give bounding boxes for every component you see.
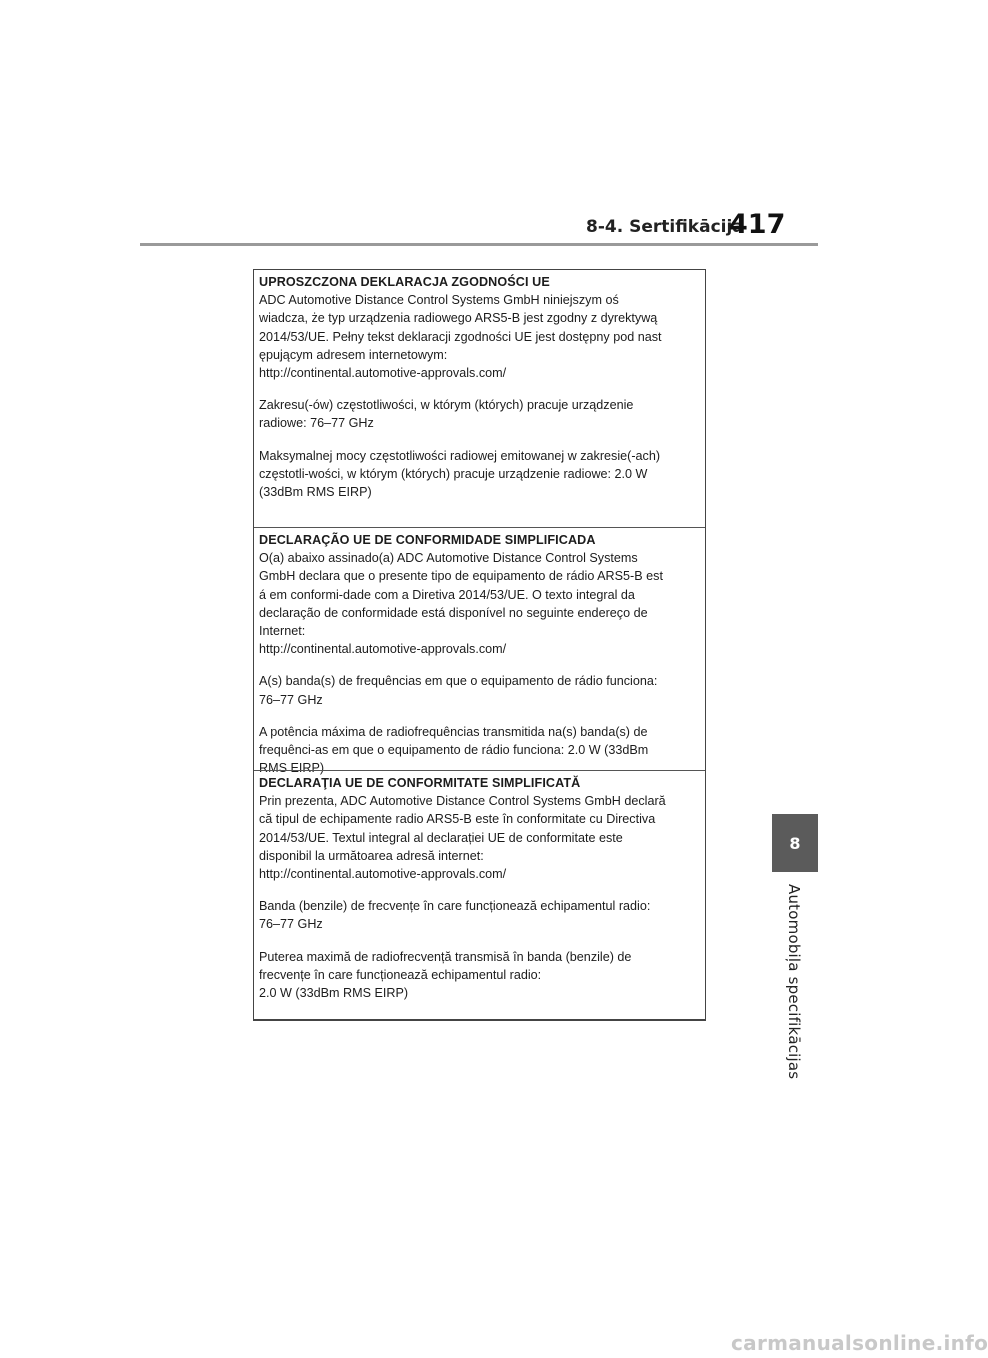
paragraph-line: disponibil la următoarea adresă internet: [259, 848, 484, 863]
declaration-paragraph [259, 396, 705, 432]
paragraph-line: că tipul de echipamente radio ARS5-B este în conformitate cu Directiva [259, 812, 656, 827]
declaration-paragraph [259, 897, 705, 933]
paragraph-line: ępującym adresem internetowym: [259, 347, 448, 362]
declaration-paragraph [259, 549, 705, 658]
header-divider [140, 243, 818, 246]
paragraph-line: 76–77 GHz [259, 692, 323, 707]
paragraph-line: 76–77 GHz [259, 917, 323, 932]
paragraph-line: 2014/53/UE. Textul integral al declarației UE de conformitate este [259, 830, 623, 845]
chapter-number: 8 [789, 833, 801, 853]
declaration-paragraph [259, 792, 705, 883]
box-bottom-divider [253, 1019, 706, 1021]
declaration-paragraph [259, 948, 705, 1003]
paragraph-line: Zakresu(-ów) częstotliwości, w którym (których) pracuje urządzenie [259, 398, 634, 413]
watermark: carmanualsonline.info [731, 1331, 988, 1355]
paragraph-line: Internet: [259, 624, 306, 639]
paragraph-line: ADC Automotive Distance Control Systems GmbH niniejszym oś [259, 293, 619, 308]
page-number: 417 [729, 209, 786, 240]
declaration-title: DECLARAÇÃO UE DE CONFORMIDADE SIMPLIFICADA [259, 533, 596, 547]
paragraph-line: declaração de conformidade está disponível no seguinte endereço de [259, 605, 648, 620]
paragraph-gap [259, 883, 705, 897]
paragraph-line: A potência máxima de radiofrequências transmitida na(s) banda(s) de [259, 724, 648, 739]
paragraph-line: http://continental.automotive-approvals.com/ [259, 867, 507, 882]
paragraph-gap [259, 709, 705, 723]
declaration-portuguese [254, 527, 705, 776]
paragraph-line: 2.0 W (33dBm RMS EIRP) [259, 986, 409, 1001]
section-title: 8-4. Sertifikācija [586, 217, 744, 237]
paragraph-line: O(a) abaixo assinado(a) ADC Automotive Distance Control Systems [259, 551, 638, 566]
paragraph-line: radiowe: 76–77 GHz [259, 416, 374, 431]
declaration-paragraph [259, 672, 705, 708]
paragraph-line: Maksymalnej mocy częstotliwości radiowej emitowanej w zakresie(-ach) [259, 448, 661, 463]
paragraph-gap [259, 433, 705, 447]
paragraph-line: Banda (benzile) de frecvențe în care funcționează echipamentul radio: [259, 899, 651, 914]
paragraph-line: http://continental.automotive-approvals.com/ [259, 366, 507, 381]
chapter-label: Automobiļa specifikācijas [785, 884, 803, 1080]
declaration-romanian [254, 770, 705, 1019]
paragraph-line: wiadcza, że typ urządzenia radiowego ARS5-B jest zgodny z dyrektywą [259, 311, 658, 326]
paragraph-line: częstotli-wości, w którym (których) pracuje urządzenie radiowe: 2.0 W [259, 466, 648, 481]
declaration-box [253, 269, 706, 1020]
paragraph-gap [259, 382, 705, 396]
paragraph-line: 2014/53/UE. Pełny tekst deklaracji zgodności UE jest dostępny pod nast [259, 329, 662, 344]
paragraph-line: frecvențe în care funcționează echipamentul radio: [259, 967, 542, 982]
paragraph-line: (33dBm RMS EIRP) [259, 485, 372, 500]
paragraph-line: http://continental.automotive-approvals.com/ [259, 642, 507, 657]
paragraph-line: Puterea maximă de radiofrecvență transmisă în banda (benzile) de [259, 949, 632, 964]
paragraph-gap [259, 658, 705, 672]
declaration-paragraph [259, 447, 705, 502]
paragraph-line: Prin prezenta, ADC Automotive Distance Control Systems GmbH declară [259, 794, 666, 809]
paragraph-line: GmbH declara que o presente tipo de equipamento de rádio ARS5-B est [259, 569, 663, 584]
declaration-title: DECLARAŢIA UE DE CONFORMITATE SIMPLIFICATĂ [259, 776, 581, 790]
declaration-paragraph [259, 291, 705, 382]
paragraph-gap [259, 934, 705, 948]
declaration-title: UPROSZCZONA DEKLARACJA ZGODNOŚCI UE [259, 275, 550, 289]
paragraph-line: A(s) banda(s) de frequências em que o equipamento de rádio funciona: [259, 674, 658, 689]
declaration-polish [254, 270, 705, 527]
paragraph-line: RMS EIRP) [259, 761, 325, 776]
paragraph-line: á em conformi-dade com a Diretiva 2014/53/UE. O texto integral da [259, 587, 635, 602]
paragraph-line: frequênci-as em que o equipamento de rádio funciona: 2.0 W (33dBm [259, 743, 649, 758]
chapter-tab[interactable] [772, 814, 818, 872]
